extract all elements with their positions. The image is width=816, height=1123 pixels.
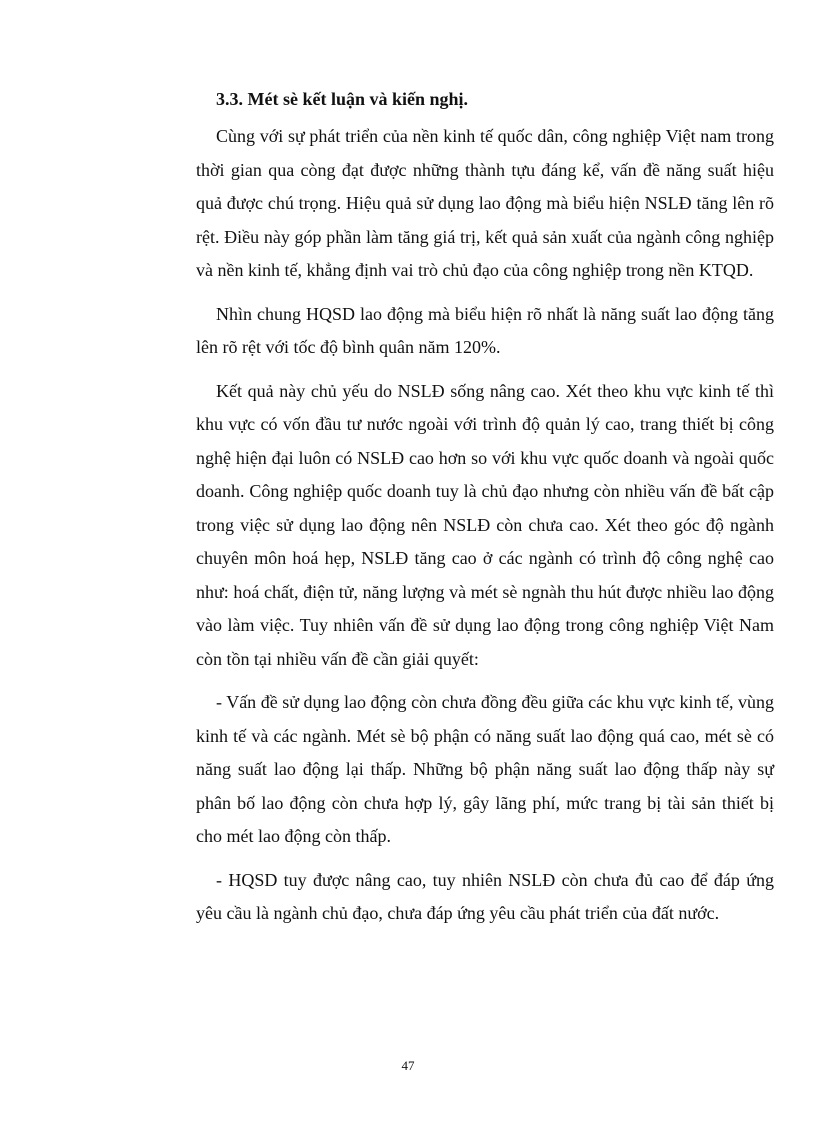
paragraph-issue-2: - HQSD tuy được nâng cao, tuy nhiên NSLĐ còn chưa đủ cao để đáp ứng yêu cầu là ngành chủ đạo, chưa đáp ứng yêu cầu phát triển của đất nước. bbox=[196, 869, 774, 923]
paragraph-summary: Nhìn chung HQSD lao động mà biểu hiện rõ nhất là năng suất lao động tăng lên rõ rệt với tốc độ bình quân năm 120%. bbox=[196, 303, 774, 357]
page-number: 47 bbox=[401, 1058, 415, 1073]
section-heading: 3.3. Mét sè kết luận và kiến nghị. bbox=[216, 89, 469, 109]
paragraph-results: Kết quả này chủ yếu do NSLĐ sống nâng cao. Xét theo khu vực kinh tế thì khu vực có vốn đầu tư nước ngoài với trình độ quản lý cao, trang thiết bị công nghệ hiện đại luôn có NSLĐ cao hơn so với khu vực quốc doanh và ngoài quốc doanh. Công nghiệp quốc doanh tuy là chủ đạo nhưng còn nhiều vấn đề bất cập trong việc sử dụng lao động nên NSLĐ còn chưa cao. Xét theo góc độ ngành chuyên môn hoá hẹp, NSLĐ tăng cao ở các ngành có trình độ công nghệ cao như: hoá chất, điện tử, năng lượng và mét sè ngnàh thu hút được nhiều lao động vào làm việc. Tuy nhiên vấn đề sử dụng lao động trong công nghiệp Việt Nam còn tồn tại nhiều vấn đề cần giải quyết: bbox=[196, 380, 774, 669]
paragraph-issue-1: - Vấn đề sử dụng lao động còn chưa đồng đều giữa các khu vực kinh tế, vùng kinh tế và các ngành. Mét sè bộ phận có năng suất lao động quá cao, mét sè có năng suất lao động lại thấp. Những bộ phận năng suất lao động thấp này sự phân bố lao động còn chưa hợp lý, gây lãng phí, mức trang bị tài sản thiết bị cho mét lao động còn thấp. bbox=[196, 692, 774, 846]
page-content bbox=[196, 84, 774, 941]
paragraph-intro: Cùng với sự phát triển của nền kinh tế quốc dân, công nghiệp Việt nam trong thời gian qua còng đạt được những thành tựu đáng kể, vấn đề năng suất hiệu quả được chú trọng. Hiệu quả sử dụng lao động mà biểu hiện NSLĐ tăng lên rõ rệt. Điều này góp phần làm tăng giá trị, kết quả sản xuất của ngành công nghiệp và nền kinh tế, khẳng định vai trò chủ đạo của công nghiệp trong nền KTQD. bbox=[196, 126, 774, 280]
